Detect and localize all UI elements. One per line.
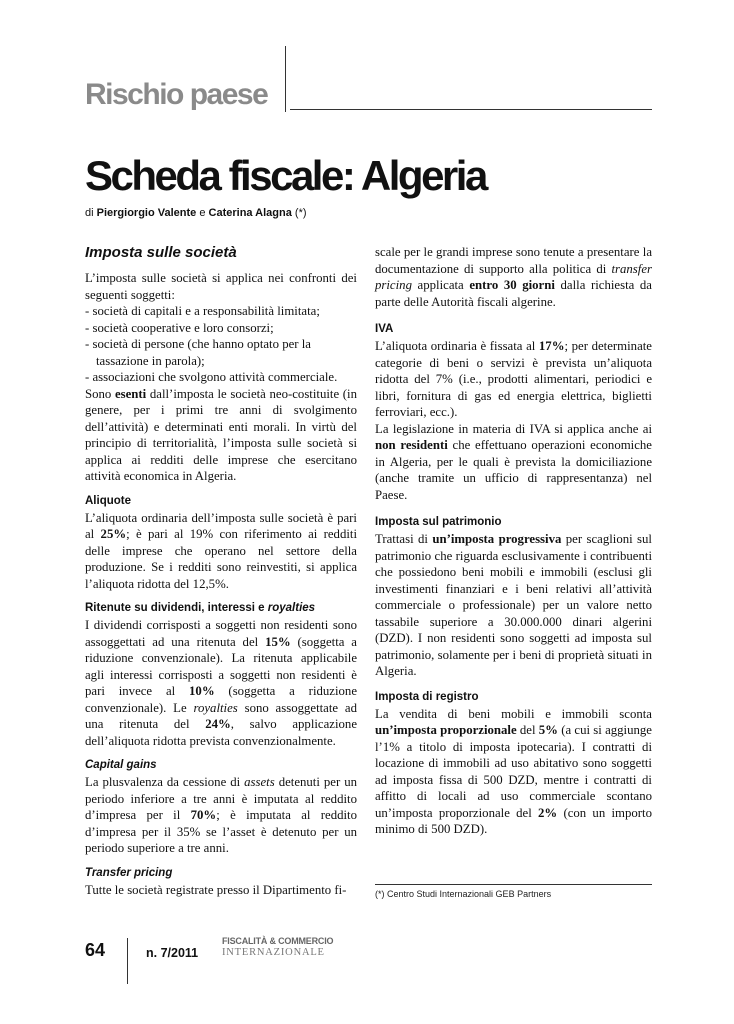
heading-wealth-tax: Imposta sul patrimonio — [375, 516, 502, 528]
header-vertical-rule — [285, 46, 286, 112]
list-item: - società di capitali e a responsabilità limitata; — [85, 304, 320, 318]
right-column — [375, 244, 652, 838]
issue-number: n. 7/2011 — [146, 946, 199, 960]
article-title: Scheda fiscale: Algeria — [85, 152, 486, 199]
footnote: (*) Centro Studi Internazionali GEB Partners — [375, 889, 552, 899]
magazine-name-top: FISCALITÀ & COMMERCIO — [222, 936, 334, 946]
byline-prefix: di — [85, 207, 94, 219]
magazine-name-bottom: INTERNAZIONALE — [222, 947, 325, 958]
rates-paragraph: L’aliquota ordinaria dell’imposta sulle società è pari al 25%; è pari al 19% con riferimento ai redditi delle imprese che operano nel settore della produzione. Se i redditi sono reinvestiti, si applica l’aliquota ridotta del 12,5%. — [85, 510, 358, 591]
heading-corporate-tax: Imposta sulle società — [85, 244, 237, 261]
page-number: 64 — [85, 940, 106, 960]
heading-rates: Aliquote — [85, 494, 131, 507]
heading-registration-tax: Imposta di registro — [375, 690, 479, 703]
left-column — [85, 244, 357, 898]
intro-paragraph: L’imposta sulle società si applica nei confronti dei seguenti soggetti: — [85, 271, 357, 302]
header-horizontal-rule — [290, 109, 652, 110]
footer-vertical-rule — [127, 938, 128, 984]
byline — [85, 207, 307, 219]
byline-conjunction: e — [199, 207, 206, 219]
heading-withholding: Ritenute su dividendi, interessi e royalties — [85, 602, 316, 614]
section-title: Rischio paese — [85, 78, 268, 111]
subjects-list — [85, 303, 357, 386]
withholding-paragraph: I dividendi corrisposti a soggetti non residenti sono assoggettati ad una ritenuta del 15% (soggetta a riduzione convenzionale). La ritenuta applicabile agli interessi corrisposti a soggetti non residenti è pari invece al 10% (soggetta a riduzione convenzionale). Le royalties sono assoggettate ad una ritenuta del 24%, salvo applicazione dell’aliquota ridotta prevista convenzionalmente. — [85, 618, 358, 748]
heading-capital-gains: Capital gains — [85, 759, 157, 771]
heading-vat: IVA — [375, 323, 394, 335]
capital-gains-paragraph: La plusvalenza da cessione di assets detenuti per un periodo inferiore a tre anni è imputata al reddito d’impresa per il 70%; è imputata al reddito d’impresa per il 35% se l’asset è detenuto per un periodo superiore a tre anni. — [85, 775, 358, 855]
list-item: - società di persone (che hanno optato per la tassazione in parola); — [85, 337, 311, 368]
list-item: - associazioni che svolgono attività commerciale. — [85, 370, 338, 384]
exemptions-paragraph: Sono esenti dall’imposta le società neo-costituite (in genere, per i primi tre anni di svolgimento dell’attività) e determinati enti morali. In virtù del principio di territorialità, l’imposta sulle società si applica ai redditi delle imprese che esercitano attività economica in Algeria. — [85, 386, 357, 483]
heading-transfer-pricing: Transfer pricing — [85, 866, 173, 879]
author-1: Piergiorgio Valente — [96, 207, 197, 219]
author-2: Caterina Alagna — [208, 207, 292, 219]
byline-note-marker: (*) — [294, 207, 307, 219]
vat-paragraph-2: La legislazione in materia di IVA si applica anche ai non residenti che effettuano operazioni economiche in Algeria, per le quali è prevista la domiciliazione (anche tramite un ufficio di rappresentanza) nel Paese. — [375, 421, 652, 502]
footnote-rule — [375, 884, 652, 885]
transfer-pricing-paragraph-start: Tutte le società registrate presso il Dipartimento fi- — [85, 882, 347, 897]
transfer-pricing-paragraph-cont: scale per le grandi imprese sono tenute a presentare la documentazione di supporto alla politica di transfer pricing applicata entro 30 giorni dalla richiesta da parte delle Autorità fiscali algerine. — [375, 245, 652, 309]
registration-tax-paragraph: La vendita di beni mobili e immobili sconta un’imposta proporzionale del 5% (a cui si aggiunge l’1% a titolo di imposta ipotecaria). I contratti di locazione di immobili ad uso abitativo sono soggetti ad imposta fissa di 500 DZD, mentre i contratti di affitto di locali ad uso commerciale scontano un’imposta proporzionale del 2% (con un importo minimo di 500 DZD). — [375, 706, 652, 836]
list-item: - società cooperative e loro consorzi; — [85, 320, 274, 335]
magazine-logo — [222, 936, 333, 958]
vat-paragraph-1: L’aliquota ordinaria è fissata al 17%; per determinate categorie di beni o servizi è prevista un’aliquota ridotta del 7% (i.e., prodotti alimentari, periodici e libri, fornitura di gas ed energia elettrica, biglietti ferroviari, ecc.). — [375, 339, 652, 419]
wealth-tax-paragraph: Trattasi di un’imposta progressiva per scaglioni sul patrimonio che riguarda esclusivamente i contribuenti che possiedono beni mobili e immobili (esclusi gli investimenti finanziari e i beni relativi all’attività commerciale o professionale) per un valore netto tassabile superiore a 30.000.000 dinari algerini (DZD). I non residenti sono soggetti ad imposta sul patrimonio, solamente per i beni di proprietà situati in Algeria. — [375, 532, 652, 678]
